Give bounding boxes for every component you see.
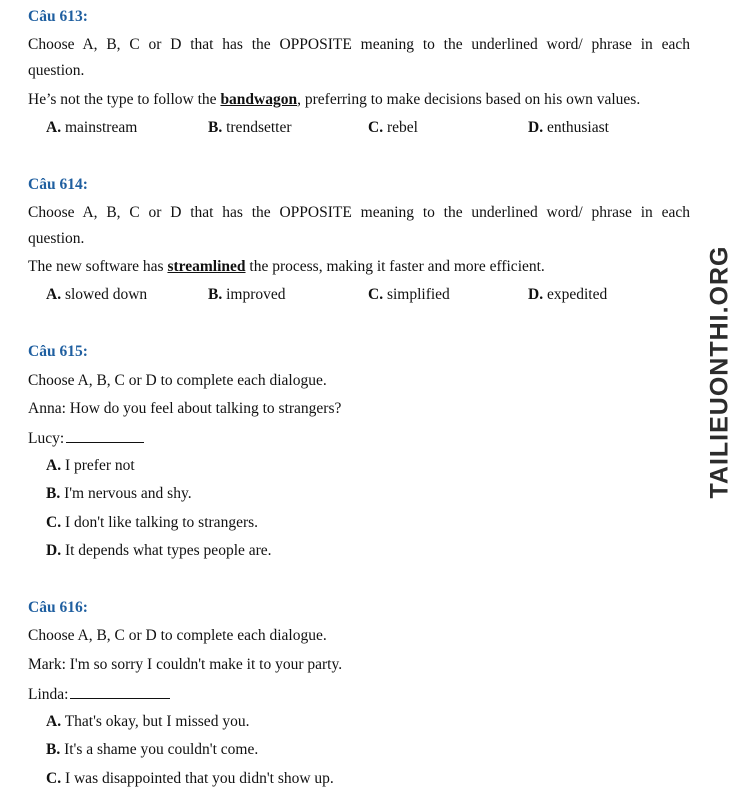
q614-instruction: Choose A, B, C or D that has the OPPOSITE meaning to the underlined word/ phrase in each (28, 204, 690, 221)
q616-option-c[interactable]: C. I was disappointed that you didn't show up. (46, 770, 334, 787)
q616-title: Câu 616: (28, 599, 88, 616)
q614-title: Câu 614: (28, 176, 88, 193)
q615-title: Câu 615: (28, 343, 88, 360)
q613-option-d[interactable]: D. enthusiast (528, 119, 609, 136)
q613-underlined-word: bandwagon (220, 91, 298, 108)
q615-response (28, 428, 144, 448)
q614-option-a[interactable]: A. slowed down (46, 286, 148, 303)
q613-option-a[interactable]: A. mainstream (46, 119, 138, 136)
q614-option-c[interactable]: C. simplified (368, 286, 450, 303)
q615-response-label: Lucy: (28, 430, 65, 447)
watermark: TAILIEUONTHI.ORG (705, 245, 734, 499)
q616-instruction: Choose A, B, C or D to complete each dialogue. (28, 627, 327, 644)
q613-instruction-cont: question. (28, 62, 85, 79)
q614-sentence-after: the process, making it faster and more efficient. (245, 258, 545, 275)
q613-sentence-before: He’s not the type to follow the (28, 91, 221, 108)
q613-instruction: Choose A, B, C or D that has the OPPOSITE meaning to the underlined word/ phrase in each (28, 36, 690, 53)
q613-sentence (28, 91, 640, 109)
q615-option-a[interactable]: A. I prefer not (46, 457, 135, 474)
q616-answer-blank[interactable] (70, 684, 170, 699)
q615-answer-blank[interactable] (66, 428, 144, 443)
q615-option-c[interactable]: C. I don't like talking to strangers. (46, 514, 259, 531)
q614-underlined-word: streamlined (167, 258, 246, 275)
q613-option-b[interactable]: B. trendsetter (208, 119, 292, 136)
q615-option-b[interactable]: B. I'm nervous and shy. (46, 485, 192, 502)
q616-option-a[interactable]: A. That's okay, but I missed you. (46, 713, 250, 730)
q613-sentence-after: , preferring to make decisions based on his own values. (297, 91, 641, 108)
q615-option-d[interactable]: D. It depends what types people are. (46, 542, 272, 559)
q614-option-d[interactable]: D. expedited (528, 286, 608, 303)
q615-speaker-line: Anna: How do you feel about talking to strangers? (28, 400, 342, 417)
q614-sentence (28, 258, 545, 276)
q613-option-c[interactable]: C. rebel (368, 119, 418, 136)
q614-sentence-before: The new software has (28, 258, 168, 275)
q615-instruction: Choose A, B, C or D to complete each dialogue. (28, 372, 327, 389)
q613-title: Câu 613: (28, 8, 88, 25)
q616-option-b[interactable]: B. It's a shame you couldn't come. (46, 741, 259, 758)
q616-response (28, 684, 170, 704)
q616-speaker-line: Mark: I'm so sorry I couldn't make it to your party. (28, 656, 343, 673)
q614-instruction-cont: question. (28, 230, 85, 247)
q616-response-label: Linda: (28, 686, 69, 703)
q614-option-b[interactable]: B. improved (208, 286, 286, 303)
